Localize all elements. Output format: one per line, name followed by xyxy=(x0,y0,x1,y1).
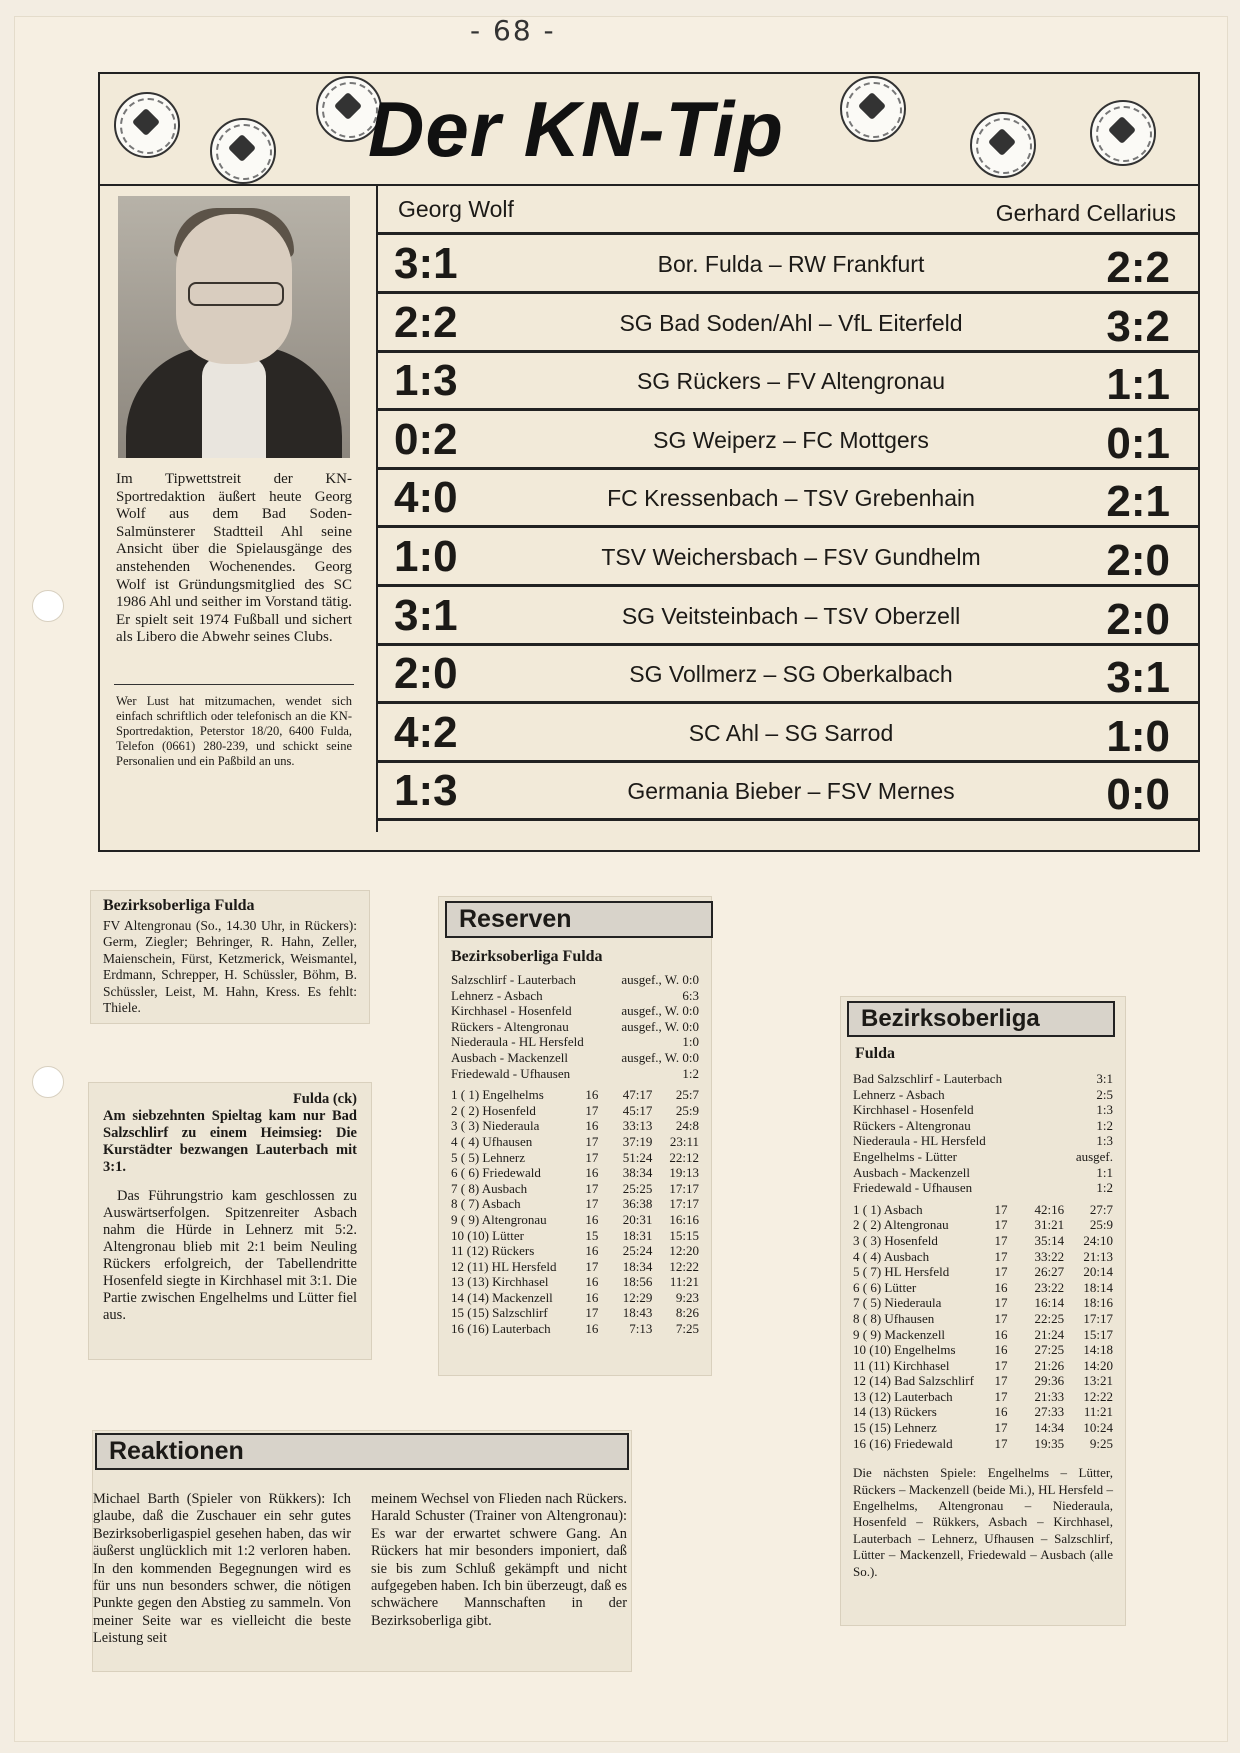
team-position: 4 ( 4) Ufhausen xyxy=(451,1133,533,1149)
games-played: 16 xyxy=(585,1321,599,1337)
table-row xyxy=(853,1342,1113,1358)
table-row xyxy=(451,1118,699,1134)
points: 9:25 xyxy=(1089,1435,1113,1451)
points: 17:17 xyxy=(669,1180,699,1196)
result-line xyxy=(853,1133,1113,1149)
points: 17:17 xyxy=(1083,1310,1113,1326)
football-icon xyxy=(970,112,1036,178)
goals: 23:22 xyxy=(1034,1279,1065,1295)
games-played: 17 xyxy=(585,1196,599,1212)
right-tip-score: 0:1 xyxy=(1106,418,1170,468)
result-line xyxy=(853,1149,1113,1165)
team-position: 16 (16) Lauterbach xyxy=(451,1321,551,1337)
right-tip-score: 0:0 xyxy=(1106,770,1170,820)
football-icon xyxy=(1090,100,1156,166)
tip-row xyxy=(376,762,1198,821)
report-dateline: Fulda (ck) xyxy=(292,1091,357,1107)
result-score: 1:2 xyxy=(1096,1117,1113,1133)
goals: 18:56 xyxy=(622,1274,653,1290)
fixture: SG Rückers – FV Altengronau xyxy=(636,368,946,395)
points: 19:13 xyxy=(669,1165,699,1181)
team-position: 3 ( 3) Niederaula xyxy=(451,1118,540,1134)
bezirksoberliga-label: Bezirksoberliga xyxy=(847,1001,1115,1037)
goals: 18:43 xyxy=(622,1305,653,1321)
result-match: Ausbach - Mackenzell xyxy=(853,1164,970,1180)
tip-row xyxy=(376,352,1198,411)
team-position: 9 ( 9) Mackenzell xyxy=(853,1326,946,1342)
points: 22:12 xyxy=(669,1149,699,1165)
football-icon xyxy=(210,118,276,184)
goals: 7:13 xyxy=(629,1321,653,1337)
points: 24:8 xyxy=(675,1118,699,1134)
result-score: 1:1 xyxy=(1096,1164,1113,1180)
goals: 12:29 xyxy=(622,1289,653,1305)
tip-row xyxy=(376,294,1198,353)
goals: 27:33 xyxy=(1034,1404,1065,1420)
team-position: 4 ( 4) Ausbach xyxy=(853,1248,930,1264)
table-row xyxy=(853,1327,1113,1343)
points: 23:11 xyxy=(669,1133,699,1149)
points: 17:17 xyxy=(669,1196,699,1212)
right-tip-score: 2:2 xyxy=(1106,243,1170,292)
left-tip-score: 2:0 xyxy=(394,649,458,699)
goals: 18:34 xyxy=(622,1258,653,1274)
tip-row xyxy=(376,411,1198,470)
match-report-clipping xyxy=(88,1082,372,1360)
games-played: 16 xyxy=(585,1243,599,1259)
team-position: 14 (13) Rückers xyxy=(853,1404,937,1420)
table-row xyxy=(451,1212,699,1228)
games-played: 16 xyxy=(994,1279,1008,1295)
bezirksoberliga-clipping xyxy=(840,996,1126,1626)
games-played: 17 xyxy=(585,1258,599,1274)
tip-table-header xyxy=(376,186,1198,235)
fixture: SG Vollmerz – SG Oberkalbach xyxy=(629,661,953,688)
result-line xyxy=(451,1019,699,1035)
points: 21:13 xyxy=(1083,1248,1113,1264)
result-match: Kirchhasel - Hosenfeld xyxy=(853,1102,974,1118)
goals: 14:34 xyxy=(1034,1420,1065,1436)
games-played: 16 xyxy=(585,1211,599,1227)
result-match: Friedewald - Ufhausen xyxy=(451,1065,571,1081)
games-played: 17 xyxy=(994,1264,1008,1280)
tip-row xyxy=(376,587,1198,646)
table-row xyxy=(853,1404,1113,1420)
right-tipper-name: Gerhard Cellarius xyxy=(995,200,1176,226)
result-line xyxy=(853,1180,1113,1196)
result-score: 2:5 xyxy=(1096,1086,1113,1102)
fixture: FC Kressenbach – TSV Grebenhain xyxy=(607,485,975,512)
fixture: Germania Bieber – FSV Mernes xyxy=(627,778,955,805)
team-position: 8 ( 7) Asbach xyxy=(451,1196,521,1212)
table-row xyxy=(451,1196,699,1212)
team-position: 1 ( 1) Asbach xyxy=(853,1201,923,1217)
kn-tip-header xyxy=(100,74,1198,186)
team-position: 15 (15) Lehnerz xyxy=(853,1420,937,1436)
kn-tip-box xyxy=(98,72,1200,852)
next-matches: Die nächsten Spiele: Engelhelms – Lütter, Rückers – Mackenzell (beide Mi.), HL Hersfeld – Engelhelms, Altengronau – Niederaula, Hosenfeld – Rükkers, Asbach – Kirchhasel, Lauterbach – Lehnerz, Ufhausen – Salzschlirf, Lütter – Mackenzell, Friedewald – Ausbach (alle So.). xyxy=(853,1465,1113,1579)
goals: 51:24 xyxy=(622,1149,653,1165)
team-position: 11 (11) Kirchhasel xyxy=(853,1357,950,1373)
reaktionen-column-1: Michael Barth (Spieler von Rükkers): Ich glaube, daß die Zuschauer ein sehr gutes Bezirksoberligaspiel gesehen haben, das wir äußerst unglücklich mit 1:2 verloren haben. In den kommenden Begegnungen wird es für uns nun besonders schwer, die nötigen Punkte gegen den Abstieg zu sammeln. Von meiner Seite war es vielleicht die beste Leistung seit xyxy=(93,1491,351,1647)
points: 18:14 xyxy=(1083,1279,1113,1295)
result-score: 1:3 xyxy=(1096,1102,1113,1118)
goals: 25:25 xyxy=(622,1180,653,1196)
table-row xyxy=(451,1165,699,1181)
points: 18:16 xyxy=(1083,1295,1113,1311)
team-position: 16 (16) Friedewald xyxy=(853,1435,953,1451)
punch-hole xyxy=(32,590,64,622)
points: 12:22 xyxy=(669,1258,699,1274)
games-played: 17 xyxy=(585,1149,599,1165)
result-score: ausgef. xyxy=(1075,1148,1113,1164)
kn-tip-title: Der KN-Tip xyxy=(368,85,784,173)
result-match: Salzschlirf - Lauterbach xyxy=(451,972,576,987)
goals: 21:26 xyxy=(1034,1357,1065,1373)
result-match: Lehnerz - Asbach xyxy=(451,987,543,1003)
result-line xyxy=(451,972,699,988)
result-score: 3:1 xyxy=(1096,1071,1113,1086)
team-position: 14 (14) Mackenzell xyxy=(451,1289,553,1305)
left-tip-score: 1:3 xyxy=(394,356,458,406)
reaktionen-clipping xyxy=(92,1430,632,1672)
table-row xyxy=(853,1358,1113,1374)
goals: 35:14 xyxy=(1034,1232,1065,1248)
games-played: 16 xyxy=(994,1326,1008,1342)
right-tip-score: 1:1 xyxy=(1106,360,1170,410)
goals: 38:34 xyxy=(622,1165,653,1181)
team-position: 13 (13) Kirchhasel xyxy=(451,1274,549,1290)
team-position: 10 (10) Lütter xyxy=(451,1227,524,1243)
left-tip-score: 1:3 xyxy=(394,766,458,816)
result-score: 1:2 xyxy=(1096,1180,1113,1196)
result-score: 6:3 xyxy=(682,987,699,1003)
goals: 20:31 xyxy=(622,1211,653,1227)
page-number: - 68 - xyxy=(470,14,556,47)
table-row xyxy=(451,1228,699,1244)
games-played: 17 xyxy=(585,1102,599,1118)
table-row xyxy=(853,1264,1113,1280)
points: 25:7 xyxy=(675,1087,699,1103)
result-line xyxy=(451,1003,699,1019)
table-row xyxy=(853,1217,1113,1233)
result-score: 1:3 xyxy=(1096,1133,1113,1149)
games-played: 17 xyxy=(994,1357,1008,1373)
goals: 25:24 xyxy=(622,1243,653,1259)
table-row xyxy=(853,1295,1113,1311)
table-row xyxy=(451,1134,699,1150)
result-score: ausgef., W. 0:0 xyxy=(621,972,699,987)
tip-table xyxy=(376,186,1198,848)
left-tip-score: 3:1 xyxy=(394,590,458,640)
author-column xyxy=(86,186,378,832)
table-row xyxy=(853,1311,1113,1327)
table-row xyxy=(451,1181,699,1197)
goals: 42:16 xyxy=(1034,1201,1065,1217)
table-row xyxy=(451,1150,699,1166)
games-played: 17 xyxy=(994,1373,1008,1389)
points: 25:9 xyxy=(1089,1217,1113,1233)
report-lead: Am siebzehnten Spieltag kam nur Bad Salzschlirf zu einem Heimsieg: Die Kurstädter bezwangen Lauterbach mit 3:1. xyxy=(103,1108,357,1175)
games-played: 17 xyxy=(994,1388,1008,1404)
games-played: 17 xyxy=(994,1295,1008,1311)
right-tip-score: 2:0 xyxy=(1106,594,1170,644)
team-position: 2 ( 2) Altengronau xyxy=(853,1217,949,1233)
right-tip-score: 3:2 xyxy=(1106,301,1170,351)
games-played: 17 xyxy=(994,1420,1008,1436)
left-tipper-name: Georg Wolf xyxy=(398,196,514,222)
result-line xyxy=(451,1050,699,1066)
points: 11:21 xyxy=(1083,1404,1113,1420)
points: 16:16 xyxy=(669,1211,699,1227)
points: 25:9 xyxy=(675,1102,699,1118)
left-tip-score: 1:0 xyxy=(394,532,458,581)
lineup-clipping xyxy=(90,890,370,1024)
points: 24:10 xyxy=(1083,1232,1113,1248)
participation-callout: Wer Lust hat mitzumachen, wendet sich einfach schriftlich oder telefonisch an die KN-Sportredaktion, Peterstor 18/20, 6400 Fulda, Telefon (0661) 280-239, und schickt seine Personalien und ein Paßbild an uns. xyxy=(116,694,352,768)
right-tip-score: 3:1 xyxy=(1106,653,1170,703)
table-row xyxy=(451,1321,699,1337)
games-played: 16 xyxy=(994,1404,1008,1420)
table-row xyxy=(451,1243,699,1259)
goals: 16:14 xyxy=(1034,1295,1065,1311)
result-line xyxy=(853,1165,1113,1181)
team-position: 8 ( 8) Ufhausen xyxy=(853,1310,935,1326)
team-position: 10 (10) Engelhelms xyxy=(853,1342,956,1358)
goals: 22:25 xyxy=(1034,1310,1065,1326)
football-icon xyxy=(114,92,180,158)
table-row xyxy=(451,1290,699,1306)
team-position: 11 (12) Rückers xyxy=(451,1243,535,1259)
result-line xyxy=(853,1118,1113,1134)
result-match: Rückers - Altengronau xyxy=(853,1117,971,1133)
games-played: 17 xyxy=(994,1201,1008,1217)
goals: 31:21 xyxy=(1034,1217,1065,1233)
left-tip-score: 4:2 xyxy=(394,707,458,757)
tip-row xyxy=(376,469,1198,528)
points: 15:17 xyxy=(1083,1326,1113,1342)
points: 15:15 xyxy=(669,1227,699,1243)
lineup-text: FV Altengronau (So., 14.30 Uhr, in Rückers): Germ, Ziegler; Behringer, R. Hahn, Zeller, Maienschein, Fürst, Ketzmerick, Weismantel, Erdmann, Schrepper, H. Schüssler, Böhm, B. Schüssler, Leist, M. Hahn, Kress. Es fehlt: Thiele. xyxy=(103,918,357,1016)
games-played: 16 xyxy=(585,1165,599,1181)
goals: 18:31 xyxy=(622,1227,653,1243)
result-match: Rückers - Altengronau xyxy=(451,1018,569,1034)
reaktionen-column-2: meinem Wechsel von Flieden nach Rückers. Harald Schuster (Trainer von Altengronau): Es war der erwartet schwere Gang. An Rückers hat mir besonders imponiert, daß sie bis zum Schluß gekämpft und nicht aufgegeben haben. Ich bin überzeugt, daß es schwächere Mannschaften in der Bezirksoberliga gibt. xyxy=(371,1491,627,1629)
team-position: 3 ( 3) Hosenfeld xyxy=(853,1232,938,1248)
fixture: Bor. Fulda – RW Frankfurt xyxy=(657,251,925,277)
left-tip-score: 4:0 xyxy=(394,473,458,523)
left-tip-score: 0:2 xyxy=(394,414,458,464)
team-position: 12 (11) HL Hersfeld xyxy=(451,1258,557,1274)
tip-row xyxy=(376,704,1198,763)
punch-hole xyxy=(32,1066,64,1098)
result-score: ausgef., W. 0:0 xyxy=(621,1018,699,1034)
team-position: 9 ( 9) Altengronau xyxy=(451,1211,547,1227)
games-played: 17 xyxy=(585,1305,599,1321)
games-played: 16 xyxy=(585,1118,599,1134)
tip-row xyxy=(376,235,1198,294)
table-row xyxy=(853,1202,1113,1218)
reserven-clipping xyxy=(438,896,712,1376)
fixture: SG Bad Soden/Ahl – VfL Eiterfeld xyxy=(619,309,963,336)
team-position: 1 ( 1) Engelhelms xyxy=(451,1087,544,1103)
games-played: 16 xyxy=(585,1274,599,1290)
result-line xyxy=(451,988,699,1004)
goals: 21:24 xyxy=(1034,1326,1065,1342)
result-score: 1:2 xyxy=(682,1065,699,1081)
points: 9:23 xyxy=(675,1289,699,1305)
left-tip-score: 3:1 xyxy=(394,239,458,288)
divider xyxy=(114,684,354,685)
table-row xyxy=(451,1087,699,1103)
reserven-title: Bezirksoberliga Fulda xyxy=(451,948,603,965)
goals: 29:36 xyxy=(1034,1373,1065,1389)
team-position: 13 (12) Lauterbach xyxy=(853,1388,953,1404)
result-match: Bad Salzschlirf - Lauterbach xyxy=(853,1071,1003,1086)
games-played: 17 xyxy=(585,1180,599,1196)
result-score: ausgef., W. 0:0 xyxy=(621,1049,699,1065)
reserven-label: Reserven xyxy=(445,901,713,938)
goals: 21:33 xyxy=(1034,1388,1065,1404)
team-position: 5 ( 5) Lehnerz xyxy=(451,1149,525,1165)
games-played: 17 xyxy=(585,1133,599,1149)
points: 12:22 xyxy=(1083,1388,1113,1404)
team-position: 5 ( 7) HL Hersfeld xyxy=(853,1264,950,1280)
result-match: Niederaula - HL Hersfeld xyxy=(853,1133,986,1149)
right-tip-score: 2:0 xyxy=(1106,536,1170,585)
table-row xyxy=(853,1373,1113,1389)
table-row xyxy=(853,1436,1113,1452)
table-row xyxy=(853,1249,1113,1265)
football-icon xyxy=(840,76,906,142)
table-row xyxy=(451,1103,699,1119)
games-played: 17 xyxy=(994,1248,1008,1264)
result-line xyxy=(451,1034,699,1050)
tip-row xyxy=(376,528,1198,587)
team-position: 12 (14) Bad Salzschlirf xyxy=(853,1373,974,1389)
fixture: TSV Weichersbach – FSV Gundhelm xyxy=(601,544,981,570)
goals: 27:25 xyxy=(1034,1342,1065,1358)
fixture: SG Weiperz – FC Mottgers xyxy=(653,426,929,453)
goals: 26:27 xyxy=(1034,1264,1065,1280)
right-tip-score: 2:1 xyxy=(1106,477,1170,527)
tip-row xyxy=(376,645,1198,704)
table-row xyxy=(451,1274,699,1290)
games-played: 16 xyxy=(585,1087,599,1103)
result-line xyxy=(853,1102,1113,1118)
team-position: 6 ( 6) Lütter xyxy=(853,1279,917,1295)
result-score: 1:0 xyxy=(682,1034,699,1050)
games-played: 17 xyxy=(994,1217,1008,1233)
result-line xyxy=(853,1087,1113,1103)
result-match: Kirchhasel - Hosenfeld xyxy=(451,1003,572,1019)
result-line xyxy=(451,1066,699,1082)
table-row xyxy=(853,1280,1113,1296)
points: 12:20 xyxy=(669,1243,699,1259)
games-played: 17 xyxy=(994,1435,1008,1451)
points: 13:21 xyxy=(1083,1373,1113,1389)
goals: 19:35 xyxy=(1034,1435,1065,1451)
points: 14:20 xyxy=(1083,1357,1113,1373)
fixture: SC Ahl – SG Sarrod xyxy=(688,719,894,746)
result-line xyxy=(853,1071,1113,1087)
games-played: 16 xyxy=(994,1342,1008,1358)
goals: 33:22 xyxy=(1034,1248,1065,1264)
author-photo xyxy=(118,196,350,458)
result-match: Niederaula - HL Hersfeld xyxy=(451,1034,584,1050)
author-bio: Im Tipwettstreit der KN-Sportredaktion äußert heute Georg Wolf aus dem Bad Soden-Salmünsterer Stadtteil Ahl seine Ansicht über die Spielausgänge des anstehenden Wochenendes. Georg Wolf ist Gründungsmitglied des SC 1986 Ahl und seither im Vorstand tätig. Er spielt seit 1974 Fußball und sichert als Libero die Abwehr seines Clubs. xyxy=(116,471,352,646)
games-played: 17 xyxy=(994,1232,1008,1248)
games-played: 15 xyxy=(585,1227,599,1243)
team-position: 7 ( 8) Ausbach xyxy=(451,1180,528,1196)
points: 7:25 xyxy=(675,1321,699,1337)
goals: 45:17 xyxy=(622,1102,653,1118)
points: 27:7 xyxy=(1089,1201,1113,1217)
team-position: 15 (15) Salzschlirf xyxy=(451,1305,548,1321)
points: 14:18 xyxy=(1083,1342,1113,1358)
points: 20:14 xyxy=(1083,1264,1113,1280)
team-position: 6 ( 6) Friedewald xyxy=(451,1165,541,1181)
points: 10:24 xyxy=(1083,1420,1113,1436)
goals: 36:38 xyxy=(622,1196,653,1212)
result-match: Lehnerz - Asbach xyxy=(853,1086,945,1102)
games-played: 17 xyxy=(994,1310,1008,1326)
fixture: SG Veitsteinbach – TSV Oberzell xyxy=(621,602,961,629)
bezirksoberliga-title: Fulda xyxy=(855,1045,896,1062)
result-match: Engelhelms - Lütter xyxy=(853,1148,957,1164)
result-match: Friedewald - Ufhausen xyxy=(853,1180,973,1196)
lineup-title: Bezirksoberliga Fulda xyxy=(103,897,255,914)
table-row xyxy=(853,1389,1113,1405)
table-row xyxy=(853,1233,1113,1249)
team-position: 2 ( 2) Hosenfeld xyxy=(451,1102,536,1118)
table-row xyxy=(451,1259,699,1275)
right-tip-score: 1:0 xyxy=(1106,711,1170,761)
result-score: ausgef., W. 0:0 xyxy=(621,1003,699,1019)
points: 8:26 xyxy=(675,1305,699,1321)
table-row xyxy=(451,1305,699,1321)
goals: 37:19 xyxy=(622,1133,653,1149)
goals: 33:13 xyxy=(622,1118,653,1134)
table-row xyxy=(853,1420,1113,1436)
team-position: 7 ( 5) Niederaula xyxy=(853,1295,942,1311)
reaktionen-label: Reaktionen xyxy=(95,1433,629,1470)
report-body: Das Führungstrio kam geschlossen zu Auswärtserfolgen. Spitzenreiter Asbach nahm die Hürde in Lehnerz mit 5:2. Altengronau blieb mit 2:1 beim Neuling Rückers erfolgreich, der Tabellendritte Hosenfeld siegte in Kirchhasel mit 3:1. Die Partie zwischen Engelhelms und Lütter fiel aus. xyxy=(103,1188,357,1323)
goals: 47:17 xyxy=(622,1087,653,1103)
result-match: Ausbach - Mackenzell xyxy=(451,1049,568,1065)
left-tip-score: 2:2 xyxy=(394,297,458,347)
games-played: 16 xyxy=(585,1289,599,1305)
points: 11:21 xyxy=(669,1274,699,1290)
